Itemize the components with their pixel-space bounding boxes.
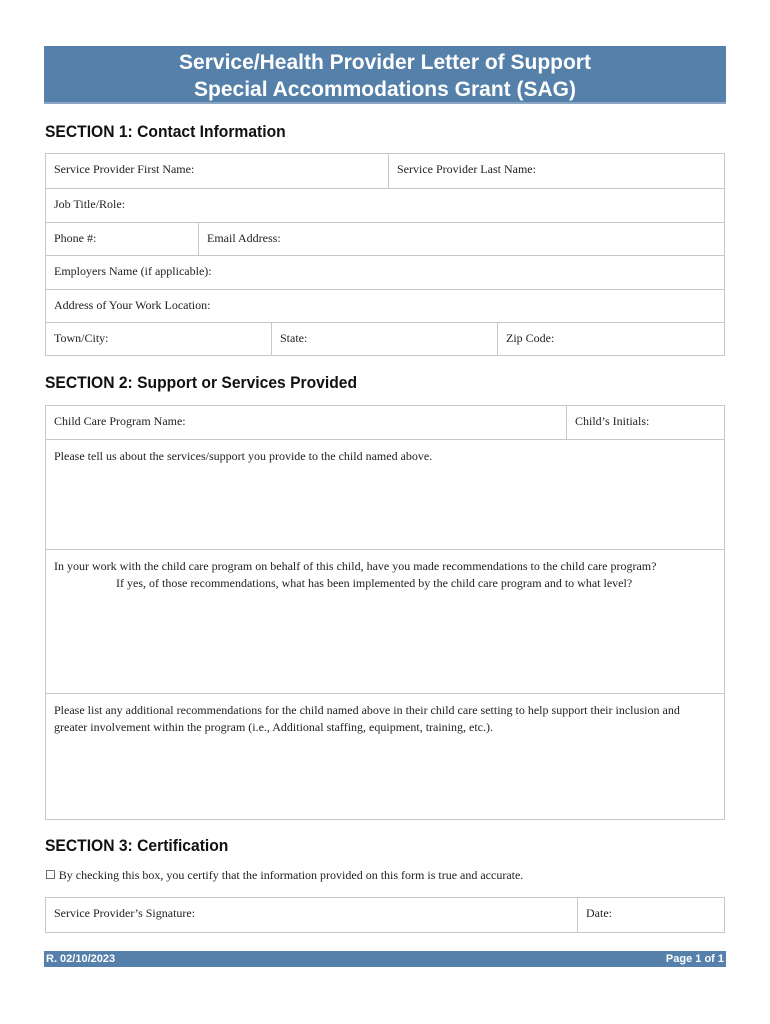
recommendations-field[interactable] <box>46 550 724 693</box>
child-initials-field[interactable] <box>566 406 724 439</box>
section2-title: SECTION 2: Support or Services Provided <box>45 373 358 392</box>
name-row <box>46 154 724 188</box>
services-table <box>45 405 725 820</box>
employer-label: Employers Name (if applicable): <box>54 264 212 278</box>
recommendations-row <box>46 549 724 693</box>
phone-label: Phone #: <box>54 231 97 245</box>
certification-line <box>45 868 523 883</box>
services-row <box>46 439 724 549</box>
signature-table <box>45 897 725 933</box>
revision-date: R. 02/10/2023 <box>46 953 116 965</box>
date-field[interactable] <box>577 898 724 932</box>
first-name-field[interactable] <box>46 154 388 188</box>
zip-label: Zip Code: <box>506 331 555 345</box>
certify-text: By checking this box, you certify that the information provided on this form is true and accurate. <box>58 868 524 882</box>
address-row <box>46 289 724 322</box>
address-field[interactable] <box>46 290 724 322</box>
job-title-label: Job Title/Role: <box>54 197 126 211</box>
email-field[interactable] <box>198 223 724 255</box>
form-header <box>44 46 726 104</box>
program-name-field[interactable] <box>46 406 566 439</box>
program-name-label: Child Care Program Name: <box>54 414 186 428</box>
town-field[interactable] <box>46 323 271 355</box>
services-field[interactable] <box>46 440 724 549</box>
section1-title: SECTION 1: Contact Information <box>45 122 286 141</box>
section3-title: SECTION 3: Certification <box>45 836 229 855</box>
page-footer <box>44 951 726 967</box>
additional-row <box>46 693 724 819</box>
address-label: Address of Your Work Location: <box>54 298 211 312</box>
services-prompt: Please tell us about the services/support you provide to the child named above. <box>54 449 433 463</box>
additional-prompt: Please list any additional recommendations for the child named above in their child care setting to help support their inclusion and greater involvement within the program (i.e., Additional staffing, equipment, training, etc.). <box>54 703 680 734</box>
phone-email-row <box>46 222 724 255</box>
employer-field[interactable] <box>46 256 724 289</box>
date-label: Date: <box>586 906 612 920</box>
additional-field[interactable] <box>46 694 724 819</box>
certify-checkbox[interactable]: ☐ <box>45 868 56 882</box>
job-title-row <box>46 188 724 222</box>
job-title-field[interactable] <box>46 189 724 222</box>
last-name-field[interactable] <box>388 154 724 188</box>
form-title-line2: Special Accommodations Grant (SAG) <box>194 78 576 101</box>
phone-field[interactable] <box>46 223 198 255</box>
child-initials-label: Child’s Initials: <box>575 414 650 428</box>
signature-field[interactable] <box>46 898 577 932</box>
state-field[interactable] <box>271 323 497 355</box>
recommendations-prompt: In your work with the child care program on behalf of this child, have you made recommendations to the child care program? <box>54 559 657 573</box>
state-label: State: <box>280 331 308 345</box>
email-label: Email Address: <box>207 231 281 245</box>
contact-info-table <box>45 153 725 356</box>
recommendations-followup: If yes, of those recommendations, what has been implemented by the child care program and to what level? <box>116 576 633 590</box>
last-name-label: Service Provider Last Name: <box>397 162 536 176</box>
signature-label: Service Provider’s Signature: <box>54 906 196 920</box>
first-name-label: Service Provider First Name: <box>54 162 195 176</box>
location-row <box>46 322 724 355</box>
signature-row <box>46 898 724 932</box>
zip-field[interactable] <box>497 323 724 355</box>
employer-row <box>46 255 724 289</box>
form-title-line1: Service/Health Provider Letter of Support <box>179 51 591 74</box>
page-number: Page 1 of 1 <box>665 953 724 965</box>
program-row <box>46 406 724 439</box>
town-label: Town/City: <box>54 331 109 345</box>
